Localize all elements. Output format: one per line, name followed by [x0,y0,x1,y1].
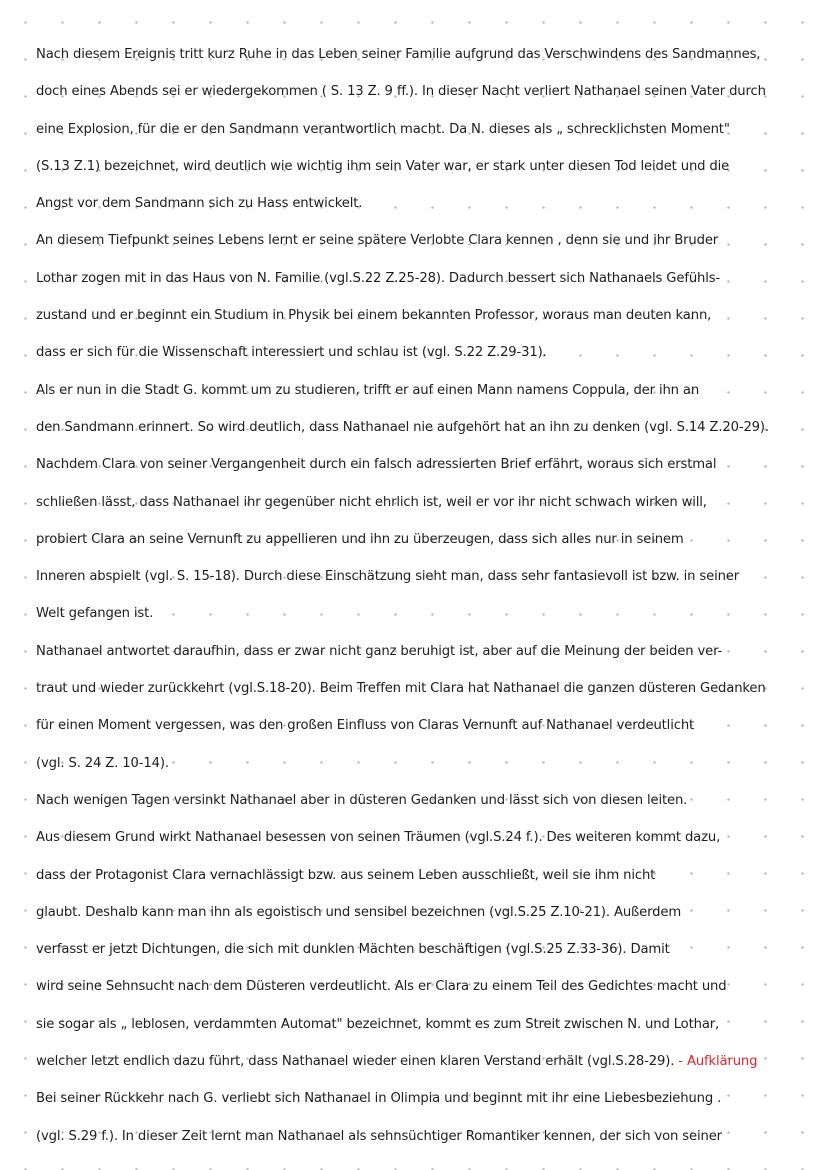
annotation-aufklaerung: - Aufklärung [678,1054,758,1070]
text-line-26: wird seine Sehnsucht nach dem Düsteren verdeutlicht. Als er Clara zu einem Teil des Gedichtes macht und [36,979,727,995]
text-line-11: den Sandmann erinnert. So wird deutlich, dass Nathanael nie aufgehört hat an ihn zu denken (vgl. S.14 Z.20-29). [36,419,769,435]
text-line-16: Welt gefangen ist. [36,606,154,622]
text-line-21: Nach wenigen Tagen versinkt Nathanael aber in düsteren Gedanken und lässt sich von diesen leiten. [36,792,688,808]
text-line-20: (vgl. S. 24 Z. 10-14). [36,755,169,771]
text-line-8: zustand und er beginnt ein Studium in Physik bei einem bekannten Professor, woraus man deuten kann, [36,308,712,324]
text-line-2: doch eines Abends sei er wiedergekommen ( S. 13 Z. 9 ff.). In dieser Nacht verliert Nathanael seinen Vater durch [36,84,766,100]
text-line-13: schließen lässt, dass Nathanael ihr gegenüber nicht ehrlich ist, weil er vor ihr nicht schwach wirken will, [36,494,707,510]
text-line-24: glaubt. Deshalb kann man ihn als egoistisch und sensibel bezeichnen (vgl.S.25 Z.10-21). Außerdem [36,904,682,920]
text-line-14: probiert Clara an seine Vernunft zu appellieren und ihn zu überzeugen, dass sich alles nur in seinem [36,531,684,547]
text-line-22: Aus diesem Grund wirkt Nathanael besessen von seinen Träumen (vgl.S.24 f.). Des weiteren kommt dazu, [36,830,721,846]
text-line-3: eine Explosion, für die er den Sandmann verantwortlich macht. Da N. dieses als „ schrecklichsten Moment" [36,121,730,137]
text-line-4: (S.13 Z.1) bezeichnet, wird deutlich wie wichtig ihm sein Vater war, er stark unter diesen Tod leidet und die [36,158,730,174]
text-line-6: An diesem Tiefpunkt seines Lebens lernt er seine spätere Verlobte Clara kennen , denn sie und ihr Bruder [36,233,719,249]
text-line-25: verfasst er jetzt Dichtungen, die sich mit dunklen Mächten beschäftigen (vgl.S.25 Z.33-36). Damit [36,942,670,958]
text-line-18: traut und wieder zurückkehrt (vgl.S.18-20). Beim Treffen mit Clara hat Nathanael die ganzen düsteren Gedanken [36,681,766,697]
text-line-17: Nathanael antwortet daraufhin, dass er zwar nicht ganz beruhigt ist, aber auf die Meinung der beiden ver- [36,643,723,659]
text-line-9: dass er sich für die Wissenschaft interessiert und schlau ist (vgl. S.22 Z.29-31). [36,345,547,361]
text-line-23: dass der Protagonist Clara vernachlässigt bzw. aus seinem Leben ausschließt, weil sie ihm nicht [36,867,656,883]
text-line-19: für einen Moment vergessen, was den großen Einfluss von Claras Vernunft auf Nathanael verdeutlicht [36,718,695,734]
text-line-12: Nachdem Clara von seiner Vergangenheit durch ein falsch adressierten Brief erfährt, woraus sich erstmal [36,457,717,473]
text-line-30: (vgl. S.29 f.). In dieser Zeit lernt man Nathanael als sehnsüchtiger Romantiker kennen, der sich von seiner [36,1128,722,1144]
text-line-15: Inneren abspielt (vgl. S. 15-18). Durch diese Einschätzung sieht man, dass sehr fantasievoll ist bzw. in seiner [36,569,740,585]
text-line-5: Angst vor dem Sandmann sich zu Hass entwickelt. [36,196,363,212]
text-line-28 [36,1043,806,1080]
text-line-1: Nach diesem Ereignis tritt kurz Ruhe in das Leben seiner Familie aufgrund das Verschwindens des Sandmannes, [36,47,761,62]
text-line-28-body: welcher letzt endlich dazu führt, dass Nathanael wieder einen klaren Verstand erhält (vgl.S.28-29). [36,1054,675,1070]
text-line-10: Als er nun in die Stadt G. kommt um zu studieren, trifft er auf einen Mann namens Coppula, der ihn an [36,382,700,398]
handwritten-text [36,36,806,1155]
text-line-27: sie sogar als „ leblosen, verdammten Automat" bezeichnet, kommt es zum Streit zwischen N. und Lothar, [36,1016,720,1032]
text-line-7: Lothar zogen mit in das Haus von N. Familie (vgl.S.22 Z.25-28). Dadurch bessert sich Nathanaels Gefühls- [36,270,721,286]
text-line-29: Bei seiner Rückkehr nach G. verliebt sich Nathanael in Olimpia und beginnt mit ihr eine Liebesbeziehung . [36,1091,722,1107]
